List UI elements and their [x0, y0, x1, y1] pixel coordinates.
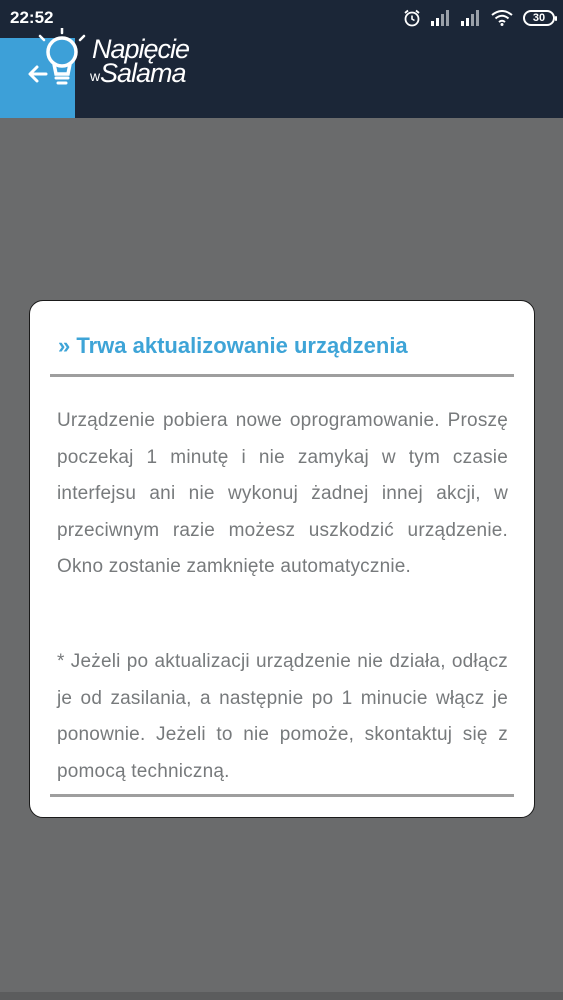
status-icons	[403, 8, 555, 28]
app-header	[0, 0, 563, 118]
divider-top	[50, 374, 514, 377]
status-time: 22:52	[10, 8, 54, 27]
dialog-note: * Jeżeli po aktualizacji urządzenie nie działa, odłącz je od zasilania, a następnie po 1 minucie włącz je ponownie. Jeżeli to nie pomoże, skontaktuj się z pomocą techniczną.	[57, 651, 508, 782]
wifi-icon	[491, 10, 513, 26]
divider-bottom	[50, 794, 514, 797]
logo-mark: w	[90, 68, 101, 84]
app-logo	[34, 28, 204, 92]
update-dialog	[29, 300, 535, 818]
alarm-icon	[403, 9, 421, 27]
dialog-title: » Trwa aktualizowanie urządzenia	[58, 333, 408, 358]
battery-level: 30	[532, 12, 546, 24]
battery-icon	[523, 10, 555, 26]
signal-icon	[431, 10, 451, 26]
logo-text-line1: Napięcie	[92, 34, 190, 64]
dialog-message: Urządzenie pobiera nowe oprogramowanie. Proszę poczekaj 1 minutę i nie zamykaj w tym czasie interfejsu ani nie wykonuj żadnej innej akcji, w przeciwnym razie możesz uszkodzić urządzenie. Okno zostanie zamknięte automatycznie.	[57, 410, 508, 577]
signal-icon	[461, 10, 481, 26]
bottom-edge	[0, 992, 563, 1000]
lightbulb-icon	[34, 28, 92, 92]
logo-text-line2: Salama	[100, 58, 186, 88]
